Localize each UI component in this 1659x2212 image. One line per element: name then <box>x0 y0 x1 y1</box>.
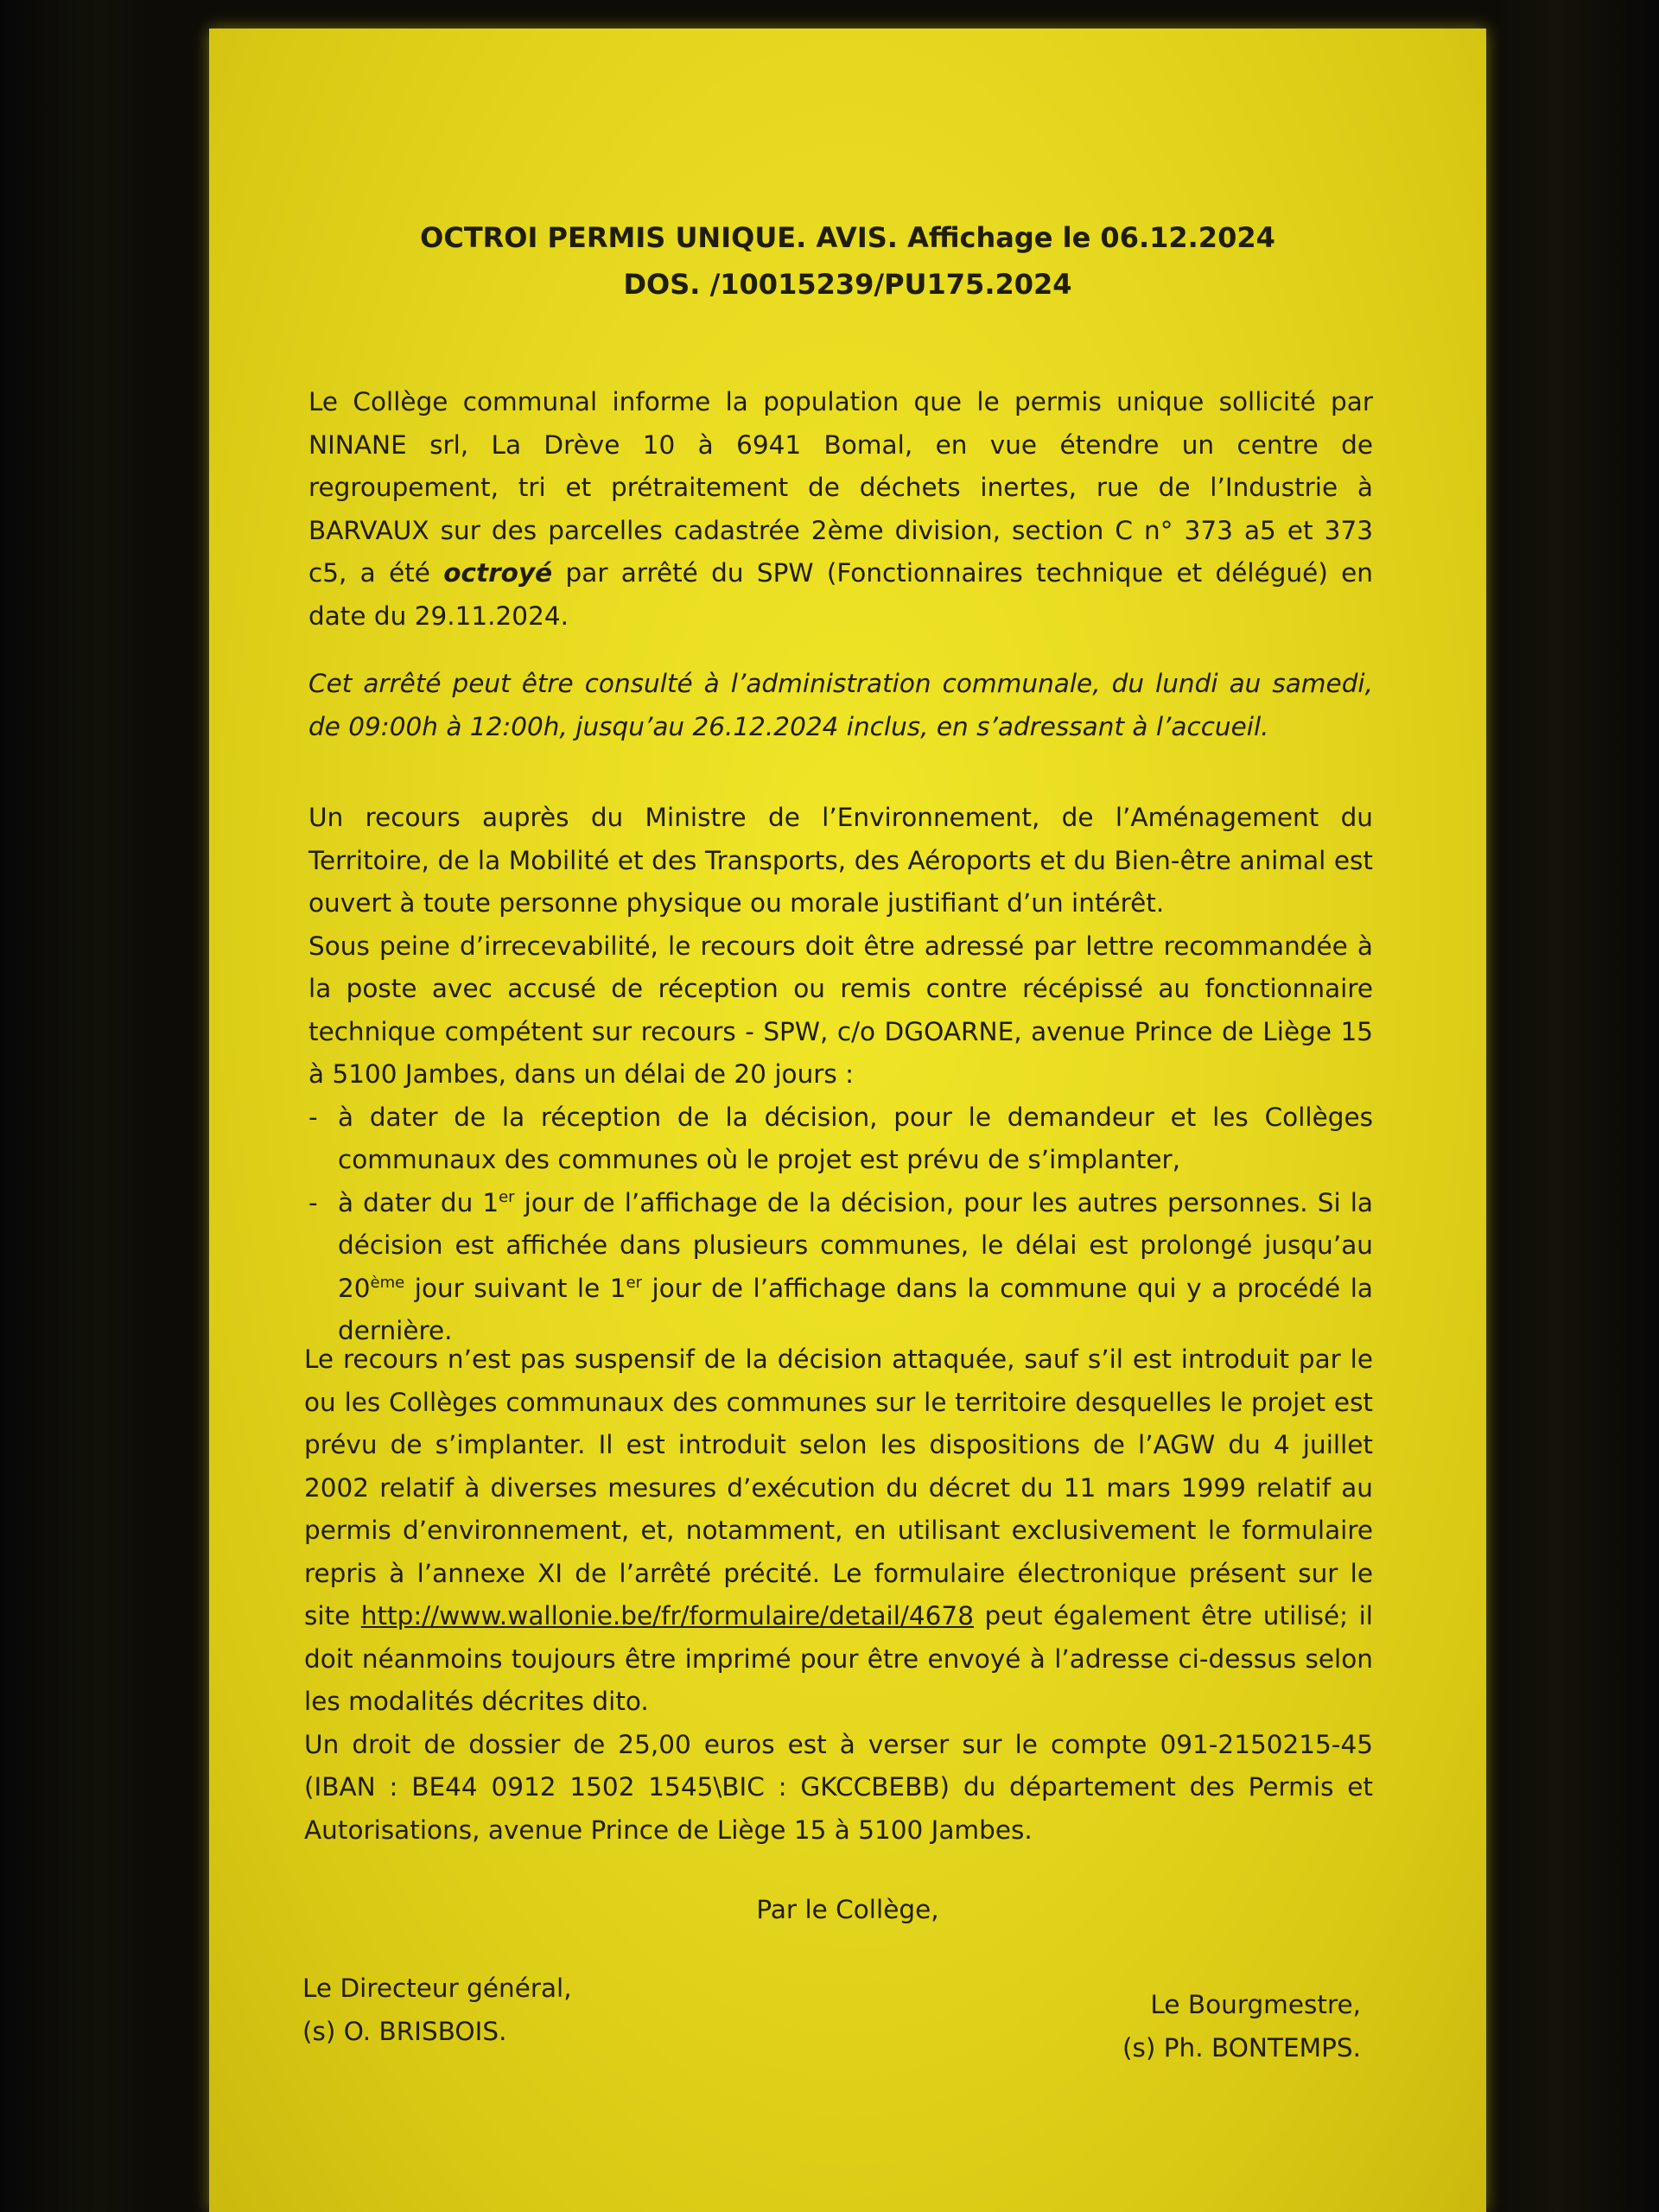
permit-text-start: Le Collège communal informe la population que le permis unique sollicité par NINANE srl, La Drève 10 à 6941 Bomal, en vue étendre un centre de regroupement, tri et prétraitement de déchets inertes, rue de l’Industrie à BARVAUX sur des parcelles cadastrée 2ème division, section C n° 373 a5 et 373 c5, a été <box>308 387 1373 588</box>
procedure-text: Le recours n’est pas suspensif de la décision attaquée, sauf s’il est introduit par le ou les Collèges communaux des communes sur le territoire desquelles le projet est prévu de s’implanter. Il est introduit selon les dispositions de l’AGW du 4 juillet 2002 relatif à diverses mesures d’exécution du décret du 11 mars 1999 relatif au permis d’environnement, et, notamment, en utilisant exclusivement le formulaire repris à l’annexe XI de l’arrêté précité. Le formulaire électronique présent sur le site <box>304 1344 1373 1630</box>
signature-mayor <box>1122 1983 1361 2069</box>
consultation-text: Cet arrêté peut être consulté à l’administration communale, du lundi au samedi, de 09:00h à 12:00h, jusqu’au 26.12.2024 inclus, en s’adressant à l’accueil. <box>308 669 1373 741</box>
permit-text-end: par arrêté du SPW (Fonctionnaires technique et délégué) en date du 29.11.2024. <box>308 558 1373 631</box>
list-item-text: à dater de la réception de la décision, pour le demandeur et les Collèges communaux des communes où le projet est prévu de s’implanter, <box>338 1102 1373 1174</box>
form-link[interactable]: http://www.wallonie.be/fr/formulaire/detail/4678 <box>360 1601 974 1630</box>
notice-poster <box>209 29 1486 2212</box>
appeal-procedure-paragraph <box>304 1338 1373 1852</box>
list-item <box>308 1182 1373 1353</box>
superscript: ème <box>370 1273 405 1292</box>
notice-header <box>209 214 1486 308</box>
list-item-text: à dater du 1 <box>338 1187 499 1217</box>
signature-name: (s) Ph. BONTEMPS. <box>1122 2033 1361 2063</box>
appeal-delay-list <box>308 1096 1373 1353</box>
list-item-text: jour de l’affichage de la décision, pour les autres personnes. Si la décision est affichée dans plusieurs communes, le délai est prolongé jusqu’au 20 <box>338 1187 1373 1303</box>
signature-title: Le Directeur général, <box>302 1974 572 2003</box>
dossier-number: DOS. /10015239/PU175.2024 <box>623 268 1072 301</box>
appeal-intro: Un recours auprès du Ministre de l’Environnement, de l’Aménagement du Territoire, de la Mobilité et des Transports, des Aéroports et du Bien-être animal est ouvert à toute personne physique ou morale justifiant d’un intérêt. <box>308 803 1373 918</box>
permit-paragraph <box>308 381 1373 638</box>
consultation-paragraph <box>308 663 1373 748</box>
permit-status: octroyé <box>443 558 553 588</box>
fee-text: Un droit de dossier de 25,00 euros est à verser sur le compte 091-2150215-45 (IBAN : BE44 0912 1502 1545\BIC : GKCCBEBB) du département des Permis et Autorisations, avenue Prince de Liège 15 à 5100 Jambes. <box>304 1729 1373 1845</box>
superscript: er <box>626 1273 643 1292</box>
appeal-conditions: Sous peine d’irrecevabilité, le recours doit être adressé par lettre recommandée à la poste avec accusé de réception ou remis contre récépissé au fonctionnaire technique compétent sur recours - SPW, c/o DGOARNE, avenue Prince de Liège 15 à 5100 Jambes, dans un délai de 20 jours : <box>308 931 1373 1089</box>
signature-director <box>302 1967 572 2053</box>
list-item <box>308 1096 1373 1182</box>
signature-title: Le Bourgmestre, <box>1150 1990 1361 2019</box>
bullet-dash: - <box>308 1187 318 1217</box>
procedure-text-end: peut également être utilisé; il doit néanmoins toujours être imprimé pour être envoyé à l’adresse ci-dessus selon les modalités décrites dito. <box>304 1601 1373 1716</box>
list-item-text: jour de l’affichage dans la commune qui y a procédé la dernière. <box>338 1273 1373 1345</box>
closing-line: Par le Collège, <box>756 1895 939 1924</box>
bullet-dash: - <box>308 1102 318 1132</box>
notice-title: OCTROI PERMIS UNIQUE. AVIS. Affichage le 06.12.2024 <box>420 221 1275 254</box>
appeal-paragraph <box>308 797 1373 1353</box>
signature-name: (s) O. BRISBOIS. <box>302 2017 507 2046</box>
list-item-text: jour suivant le 1 <box>404 1273 626 1303</box>
superscript: er <box>499 1187 515 1206</box>
